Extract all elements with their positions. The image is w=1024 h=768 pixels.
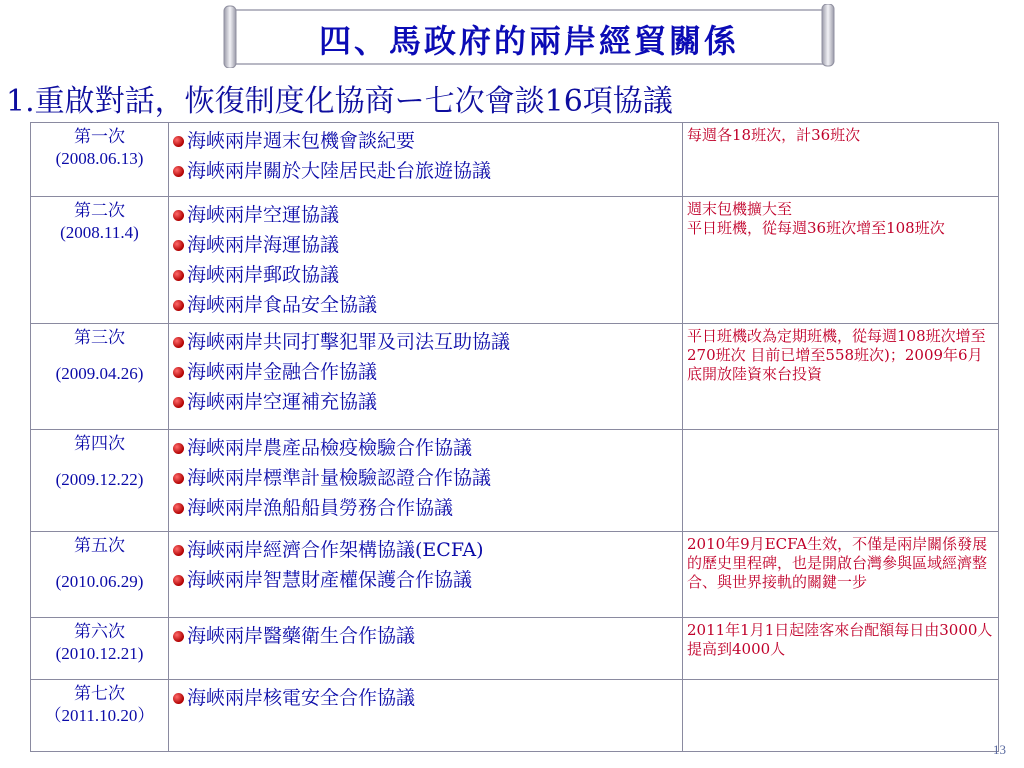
- note-text: 週末包機擴大至 平日班機，從每週36班次增至108班次: [687, 200, 945, 237]
- agreement-text: 海峽兩岸空運協議: [187, 204, 340, 226]
- agreement-item: [173, 683, 678, 713]
- round-date: (2008.11.4): [60, 223, 139, 242]
- agreement-text: 海峽兩岸食品安全協議: [187, 294, 378, 316]
- round-label: 第二次: [74, 201, 125, 220]
- agreement-text: 海峽兩岸空運補充協議: [187, 391, 378, 413]
- bullet-icon: [173, 210, 184, 221]
- section-subtitle: 1.重啟對話，恢復制度化協商ー七次會談16項協議: [6, 84, 673, 119]
- round-date: (2010.12.21): [55, 644, 144, 663]
- agreement-item: [173, 260, 678, 290]
- round-cell: [31, 532, 169, 618]
- agreement-text: 海峽兩岸核電安全合作協議: [187, 687, 416, 709]
- agreement-text: 海峽兩岸智慧財產權保護合作協議: [187, 569, 473, 591]
- agreement-text: 海峽兩岸共同打擊犯罪及司法互助協議: [187, 331, 511, 353]
- round-label: 第三次: [74, 328, 125, 347]
- round-label: 第四次: [74, 434, 125, 453]
- table-row: [31, 680, 999, 752]
- round-label: 第七次: [74, 684, 125, 703]
- note-text: 2010年9月ECFA生效，不僅是兩岸關係發展的歷史里程碑，也是開啟台灣參與區域經濟整合、與世界接軌的關鍵一步: [687, 535, 988, 591]
- agreement-item: [173, 357, 678, 387]
- agreements-cell: [169, 680, 683, 752]
- agreement-item: [173, 126, 678, 156]
- table-row: [31, 532, 999, 618]
- agreement-item: [173, 230, 678, 260]
- table-row: [31, 123, 999, 197]
- bullet-icon: [173, 397, 184, 408]
- note-cell: [683, 532, 999, 618]
- table-row: [31, 430, 999, 532]
- page-number: 13: [993, 742, 1006, 757]
- bullet-icon: [173, 136, 184, 147]
- round-cell: [31, 197, 169, 324]
- bullet-icon: [173, 337, 184, 348]
- note-cell: [683, 618, 999, 680]
- agreement-text: 海峽兩岸金融合作協議: [187, 361, 378, 383]
- agreement-item: [173, 621, 678, 651]
- note-text: 平日班機改為定期班機，從每週108班次增至270班次 目前已增至558班次)；2009年6月底開放陸資來台投資: [687, 327, 986, 383]
- bullet-icon: [173, 631, 184, 642]
- agreement-item: [173, 463, 678, 493]
- round-date: (2009.04.26): [55, 364, 144, 383]
- agreement-item: [173, 535, 678, 565]
- table-row: [31, 618, 999, 680]
- round-label: 第一次: [74, 127, 125, 146]
- bullet-icon: [173, 693, 184, 704]
- agreements-table: [30, 122, 999, 752]
- note-text: 2011年1月1日起陸客來台配額每日由3000人提高到4000人: [687, 621, 993, 658]
- bullet-icon: [173, 367, 184, 378]
- round-label: 第五次: [74, 536, 125, 555]
- bullet-icon: [173, 575, 184, 586]
- agreement-item: [173, 493, 678, 523]
- round-date: (2010.06.29): [55, 572, 144, 591]
- agreement-text: 海峽兩岸標準計量檢驗認證合作協議: [187, 467, 492, 489]
- bullet-icon: [173, 166, 184, 177]
- agreement-text: 海峽兩岸醫藥衛生合作協議: [187, 625, 416, 647]
- round-cell: [31, 123, 169, 197]
- agreements-cell: [169, 324, 683, 430]
- agreements-table-body: [31, 123, 999, 752]
- agreements-cell: [169, 123, 683, 197]
- agreement-item: [173, 156, 678, 186]
- note-cell: [683, 123, 999, 197]
- bullet-icon: [173, 545, 184, 556]
- agreement-text: 海峽兩岸郵政協議: [187, 264, 340, 286]
- agreement-item: [173, 290, 678, 320]
- round-cell: [31, 680, 169, 752]
- agreement-text: 海峽兩岸海運協議: [187, 234, 340, 256]
- agreement-item: [173, 387, 678, 417]
- agreement-text: 海峽兩岸週末包機會談紀要: [187, 130, 416, 152]
- agreement-text: 海峽兩岸經濟合作架構協議(ECFA): [187, 539, 484, 561]
- note-cell: [683, 197, 999, 324]
- note-text: 每週各18班次，計36班次: [687, 126, 861, 144]
- round-cell: [31, 324, 169, 430]
- round-date: （2011.10.20）: [44, 706, 155, 725]
- agreement-item: [173, 433, 678, 463]
- table-row: [31, 197, 999, 324]
- agreement-item: [173, 565, 678, 595]
- bullet-icon: [173, 270, 184, 281]
- round-date: (2009.12.22): [55, 470, 144, 489]
- bullet-icon: [173, 443, 184, 454]
- title-banner: [222, 4, 836, 68]
- table-row: [31, 324, 999, 430]
- note-cell: [683, 430, 999, 532]
- bullet-icon: [173, 300, 184, 311]
- round-date: (2008.06.13): [55, 149, 144, 168]
- note-cell: [683, 680, 999, 752]
- page-title: 四、馬政府的兩岸經貿關係: [318, 22, 739, 60]
- bullet-icon: [173, 240, 184, 251]
- agreement-text: 海峽兩岸漁船船員勞務合作協議: [187, 497, 454, 519]
- agreement-item: [173, 200, 678, 230]
- round-cell: [31, 430, 169, 532]
- agreement-item: [173, 327, 678, 357]
- note-cell: [683, 324, 999, 430]
- bullet-icon: [173, 503, 184, 514]
- agreements-cell: [169, 618, 683, 680]
- round-cell: [31, 618, 169, 680]
- agreement-text: 海峽兩岸關於大陸居民赴台旅遊協議: [187, 160, 492, 182]
- agreements-cell: [169, 430, 683, 532]
- agreements-cell: [169, 532, 683, 618]
- round-label: 第六次: [74, 622, 125, 641]
- agreement-text: 海峽兩岸農產品檢疫檢驗合作協議: [187, 437, 473, 459]
- bullet-icon: [173, 473, 184, 484]
- agreements-cell: [169, 197, 683, 324]
